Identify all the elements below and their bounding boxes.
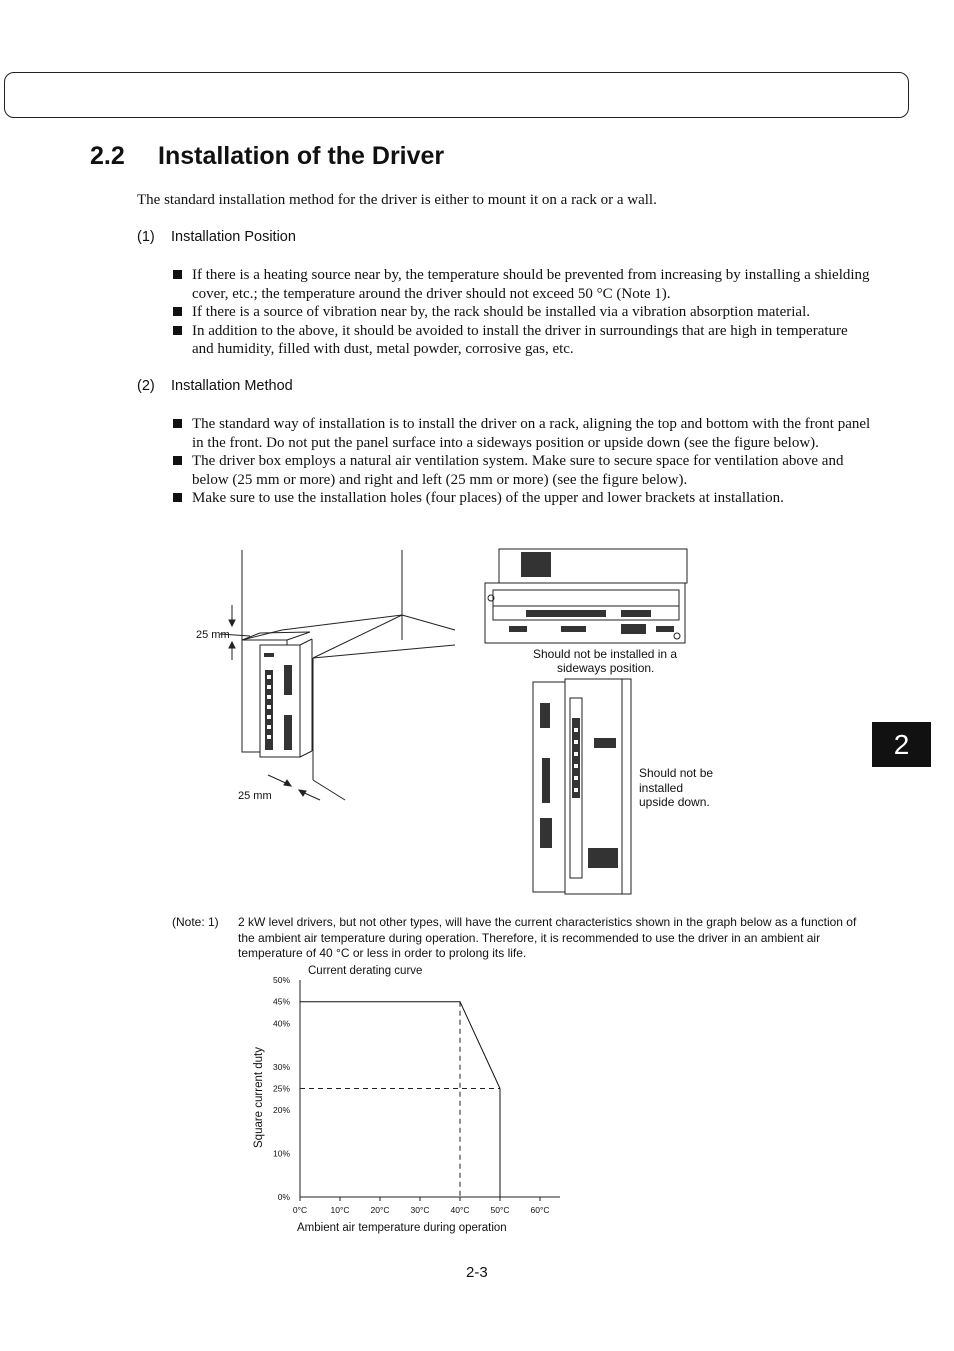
y-tick-label: 45% (272, 996, 290, 1007)
chapter-tab: 2 (872, 722, 931, 767)
x-tick-label: 40°C (450, 1205, 470, 1215)
upside-caption-line-2: installed (639, 781, 684, 795)
x-tick-label: 60°C (530, 1205, 550, 1215)
rack-mount-illustration (190, 545, 465, 807)
y-axis-label: Square current duty (253, 1046, 265, 1148)
position-bullet-list (172, 266, 872, 359)
subsection-method-heading (137, 378, 293, 394)
subsection-title: Installation Position (171, 229, 296, 245)
note-label: (Note: 1) (172, 915, 219, 929)
page-number: 2-3 (466, 1264, 488, 1281)
section-title: Installation of the Driver (158, 142, 445, 170)
y-tick-label: 50% (272, 975, 290, 985)
list-item: The driver box employs a natural air ventilation system. Make sure to secure space for ventilation above and below (25 mm or more) and right and left (25 mm or more) (see the figure below). (172, 452, 872, 489)
y-tick-label: 0% (277, 1192, 290, 1202)
y-tick-label: 10% (272, 1148, 290, 1159)
sideways-driver-illustration (481, 548, 688, 646)
subsection-number: (1) (137, 229, 155, 245)
y-tick-label: 20% (272, 1105, 290, 1116)
upside-down-driver-illustration (530, 678, 634, 896)
x-tick-label: 50°C (490, 1205, 510, 1215)
header-box (4, 72, 909, 118)
subsection-title: Installation Method (171, 378, 293, 394)
x-tick-label: 30°C (410, 1205, 430, 1215)
list-item: If there is a source of vibration near by, the rack should be installed via a vibration absorption material. (172, 303, 872, 322)
chart-title: Current derating curve (308, 965, 423, 977)
note-text: 2 kW level drivers, but not other types, will have the current characteristics shown in the graph below as a function of the ambient air temperature during operation. Therefore, it is recommended to use the driver in an ambient air temperature of 40 °C or less in order to prolong its life. (238, 915, 857, 960)
list-item: In addition to the above, it should be avoided to install the driver in surroundings that are high in temperature and humidity, filled with dust, metal powder, corrosive gas, etc. (172, 322, 872, 359)
clearance-top-label: 25 mm (196, 629, 230, 641)
x-tick-label: 10°C (330, 1205, 350, 1215)
clearance-side-label: 25 mm (238, 790, 272, 802)
y-tick-label: 30% (272, 1061, 290, 1072)
upside-caption-line-3: upside down. (639, 795, 710, 809)
y-tick-label: 25% (272, 1083, 290, 1094)
sideways-caption-line-2: sideways position. (557, 661, 655, 675)
upside-caption-line-1: Should not be (639, 766, 714, 780)
x-tick-label: 0°C (292, 1205, 308, 1215)
y-tick-label: 40% (272, 1018, 290, 1029)
derating-chart (245, 960, 575, 1240)
subsection-number: (2) (137, 378, 155, 394)
list-item: If there is a heating source near by, the temperature should be prevented from increasing by installing a shielding cover, etc.; the temperature around the driver should not exceed 50 °C (Note 1). (172, 266, 872, 303)
series-line (300, 1002, 500, 1089)
list-item: Make sure to use the installation holes (four places) of the upper and lower brackets at installation. (172, 489, 872, 508)
intro-paragraph: The standard installation method for the driver is either to mount it on a rack or a wall. (137, 192, 657, 208)
subsection-position-heading (137, 229, 296, 245)
x-axis-label: Ambient air temperature during operation (297, 1222, 507, 1234)
list-item: The standard way of installation is to install the driver on a rack, aligning the top and bottom with the front panel in the front. Do not put the panel surface into a sideways position or upside down (see the figure below). (172, 415, 872, 452)
section-number: 2.2 (90, 142, 125, 170)
method-bullet-list (172, 415, 872, 508)
x-tick-label: 20°C (370, 1205, 390, 1215)
sideways-caption-line-1: Should not be installed in a (533, 647, 678, 661)
section-heading (90, 142, 444, 171)
